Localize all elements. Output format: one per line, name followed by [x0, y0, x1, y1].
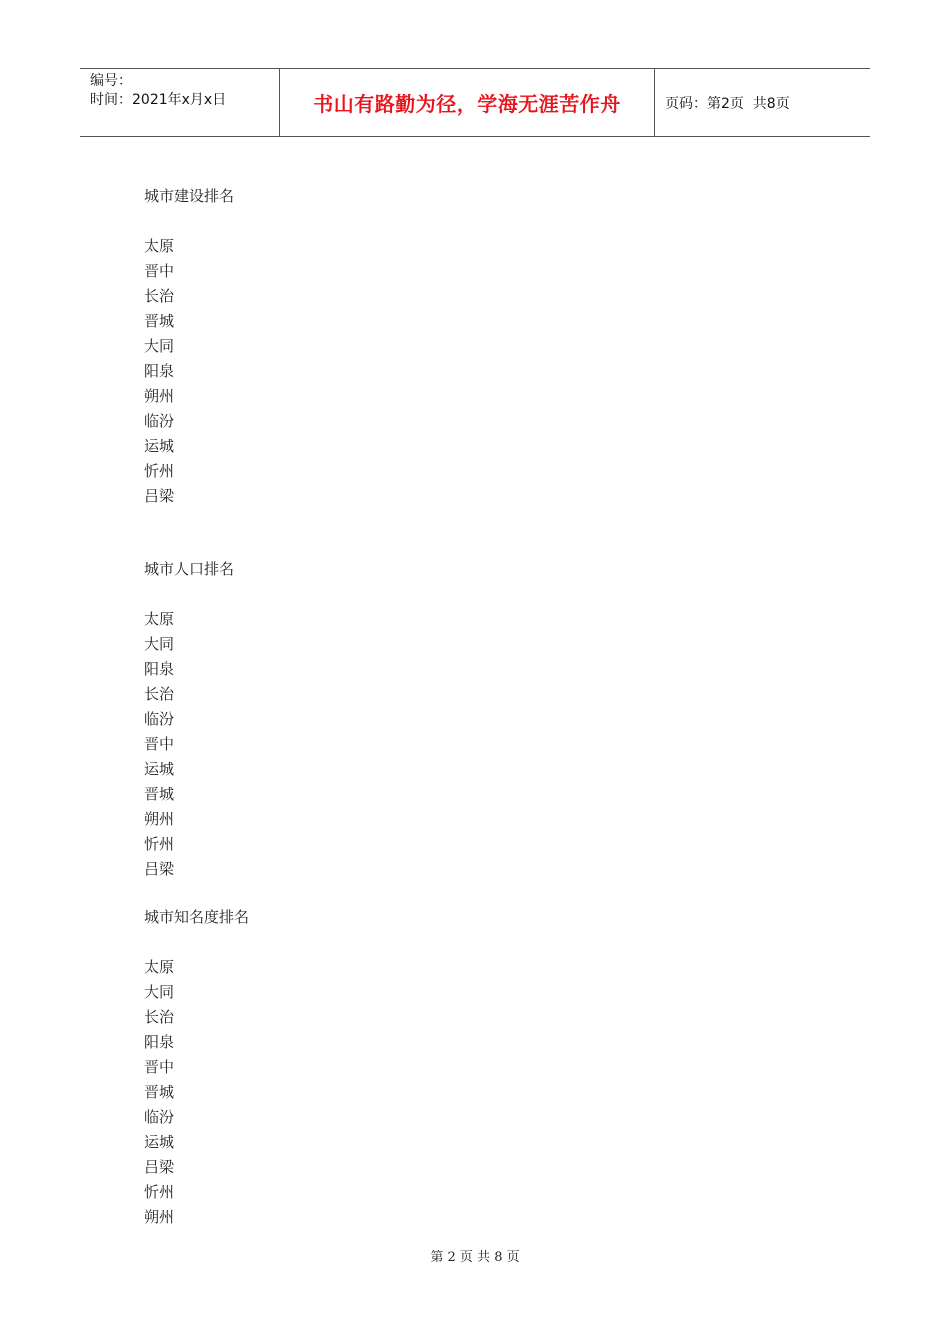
- ranking-section-reputation: [144, 905, 249, 1230]
- city-item: 大同: [144, 635, 175, 653]
- city-item: 临汾: [144, 412, 175, 430]
- header-motto: 书山有路勤为径，学海无涯苦作舟: [280, 69, 655, 136]
- city-item: 忻州: [144, 1183, 175, 1201]
- city-item: 吕梁: [144, 860, 175, 878]
- city-item: 太原: [144, 237, 175, 255]
- city-item: 运城: [144, 1133, 175, 1151]
- ranking-section-construction: [144, 184, 234, 509]
- city-item: 运城: [144, 760, 175, 778]
- city-item: 吕梁: [144, 1158, 175, 1176]
- city-item: 忻州: [144, 835, 175, 853]
- section-title: 城市建设排名: [144, 187, 235, 205]
- city-item: 晋中: [144, 1058, 175, 1076]
- document-header: [80, 68, 870, 137]
- city-item: 吕梁: [144, 487, 175, 505]
- serial-label: 编号：: [90, 73, 132, 89]
- city-item: 晋城: [144, 312, 175, 330]
- city-item: 晋中: [144, 735, 175, 753]
- city-item: 长治: [144, 287, 175, 305]
- header-page-info: 页码：第2页 共8页: [665, 95, 790, 112]
- city-item: 大同: [144, 983, 175, 1001]
- city-item: 长治: [144, 685, 175, 703]
- city-item: 临汾: [144, 710, 175, 728]
- header-meta: [80, 69, 280, 136]
- date-line: 时间：2021年x月x日: [90, 92, 227, 108]
- city-item: 大同: [144, 337, 175, 355]
- city-item: 晋城: [144, 785, 175, 803]
- city-item: 阳泉: [144, 1033, 175, 1051]
- city-item: 阳泉: [144, 362, 175, 380]
- city-item: 临汾: [144, 1108, 175, 1126]
- city-item: 太原: [144, 610, 175, 628]
- page-footer: 第 2 页 共 8 页: [430, 1250, 520, 1265]
- city-item: 朔州: [144, 387, 175, 405]
- city-item: 阳泉: [144, 660, 175, 678]
- ranking-section-population: [144, 557, 234, 882]
- city-item: 忻州: [144, 462, 175, 480]
- section-title: 城市人口排名: [144, 560, 235, 578]
- city-item: 朔州: [144, 1208, 175, 1226]
- section-title: 城市知名度排名: [144, 908, 250, 926]
- city-item: 朔州: [144, 810, 175, 828]
- city-item: 太原: [144, 958, 175, 976]
- city-item: 运城: [144, 437, 175, 455]
- city-item: 晋中: [144, 262, 175, 280]
- city-item: 长治: [144, 1008, 175, 1026]
- city-item: 晋城: [144, 1083, 175, 1101]
